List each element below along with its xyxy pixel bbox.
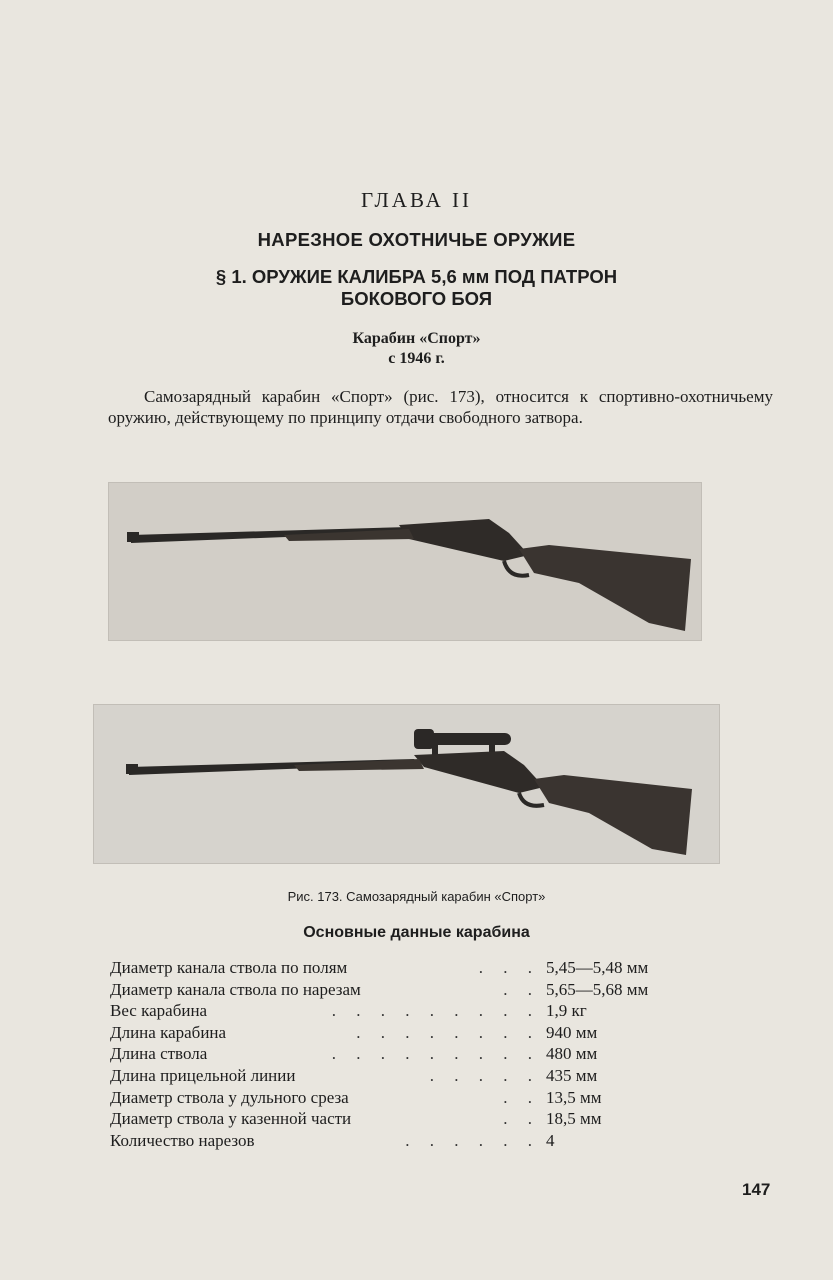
spec-label: Длина прицельной линии	[110, 1065, 296, 1085]
spec-leader-dots: . . . . . . . . .	[331, 1044, 540, 1064]
spec-leader-dots: . .	[503, 1109, 540, 1129]
spec-value: 18,5 мм	[546, 1109, 602, 1129]
spec-value: 480 мм	[546, 1044, 598, 1064]
spec-row	[110, 1022, 710, 1044]
rifle-image	[109, 483, 701, 640]
spec-label: Диаметр ствола у казенной части	[110, 1109, 352, 1129]
spec-leader-dots: . . . . . .	[405, 1130, 540, 1150]
spec-label: Диаметр канала ствола по полям	[110, 958, 348, 977]
spec-value: 13,5 мм	[546, 1087, 602, 1107]
spec-leader-dots: . .	[503, 979, 540, 999]
spec-leader-dots: . . . . . . . . .	[331, 1001, 540, 1021]
spec-label: Длина карабина	[110, 1022, 227, 1042]
spec-leader-dots: . .	[503, 1087, 540, 1107]
spec-leader-dots: . . . . .	[429, 1065, 540, 1085]
spec-row	[110, 1108, 710, 1130]
spec-row	[110, 957, 710, 979]
spec-value: 4	[546, 1130, 555, 1150]
spec-label: Количество нарезов	[110, 1130, 255, 1150]
spec-value: 435 мм	[546, 1065, 598, 1085]
chapter-heading: ГЛАВА II	[360, 188, 473, 212]
scoped-rifle-image	[94, 705, 719, 863]
spec-leader-dots: . . .	[478, 958, 540, 977]
spec-value: 5,45—5,48 мм	[546, 958, 649, 977]
spec-value: 5,65—5,68 мм	[546, 979, 649, 999]
spec-row	[110, 1065, 710, 1087]
spec-row	[110, 1043, 710, 1065]
subheading-line2: с 1946 г.	[388, 350, 445, 367]
page-number: 147	[742, 1180, 771, 1199]
spec-row	[110, 1000, 710, 1022]
figure-caption: Рис. 173. Самозарядный карабин «Спорт»	[287, 889, 546, 904]
page-title: НАРЕЗНОЕ ОХОТНИЧЬЕ ОРУЖИЕ	[257, 229, 576, 250]
section-heading	[0, 266, 833, 310]
subheading-line1: Карабин «Спорт»	[352, 330, 481, 347]
carbine-photo	[108, 482, 702, 641]
spec-label: Длина ствола	[110, 1044, 208, 1064]
spec-value: 1,9 кг	[546, 1001, 587, 1021]
scoped-carbine-photo	[93, 704, 720, 864]
spec-label: Вес карабина	[110, 1001, 208, 1021]
spec-row	[110, 979, 710, 1001]
spec-value: 940 мм	[546, 1022, 598, 1042]
spec-label: Диаметр ствола у дульного среза	[110, 1087, 349, 1107]
spec-row	[110, 1087, 710, 1109]
intro-text: Самозарядный карабин «Спорт» (рис. 173), относится к спортивно-охотничьему оружию, действующему по принципу отдачи свободного затвора.	[108, 387, 773, 427]
specs-title: Основные данные карабина	[303, 924, 530, 941]
section-heading-line1: § 1. ОРУЖИЕ КАЛИБРА 5,6 мм ПОД ПАТРОН	[215, 266, 618, 287]
spec-leader-dots: . . . . . . . .	[356, 1022, 540, 1042]
intro-paragraph	[108, 386, 773, 428]
section-heading-line2: БОКОВОГО БОЯ	[340, 288, 493, 309]
specs-table	[110, 957, 710, 1151]
spec-row	[110, 1130, 710, 1152]
spec-label: Диаметр канала ствола по нарезам	[110, 979, 361, 999]
